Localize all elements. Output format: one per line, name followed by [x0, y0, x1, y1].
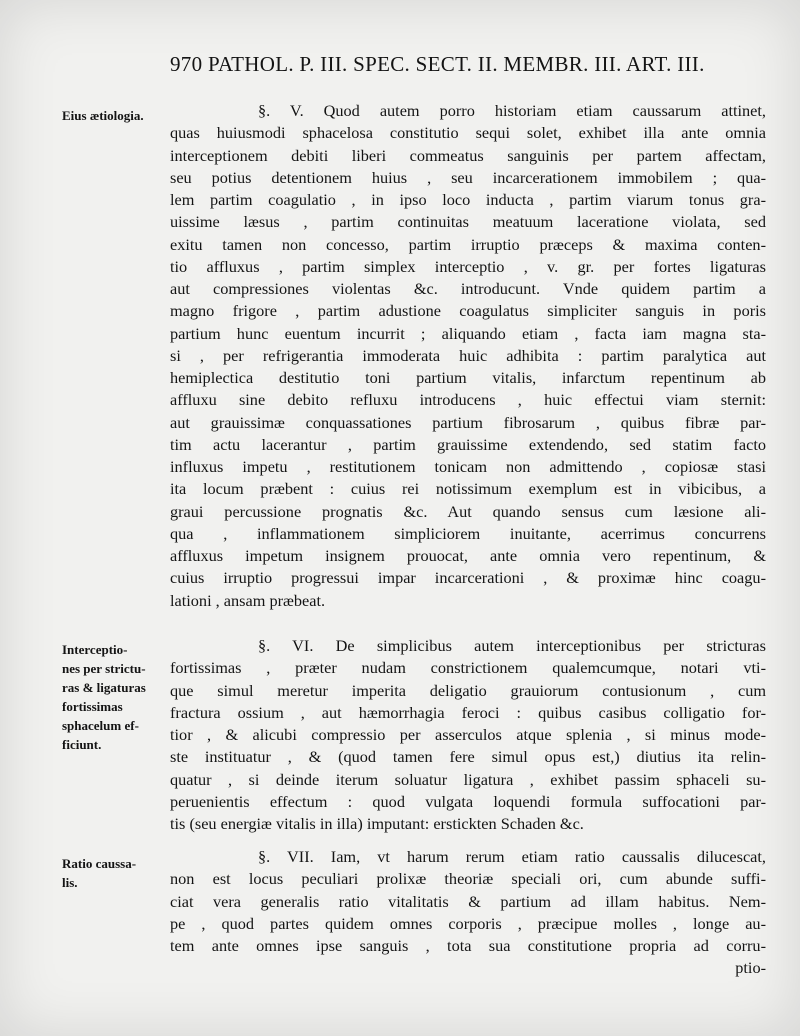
sidenote-line: ras & ligaturas — [62, 680, 146, 695]
text-line: lationi , ansam præbeat. — [170, 590, 326, 610]
sidenote-line: fortissimas — [62, 699, 123, 714]
sidenote-line: nes per strictu- — [62, 661, 146, 676]
text-line: aut grauissimæ conquassationes partium fibrosarum , quibus fibræ par- — [170, 412, 766, 432]
text-line: lem partim coagulatio , in ipso loco inducta , partim viarum tonus gra- — [170, 190, 766, 209]
text-line: exitu tamen non concesso, partim irruptio præceps & maxima conten- — [170, 234, 766, 254]
sidenote-line: lis. — [62, 875, 78, 890]
text-line: §. VI. De simplicibus autem interceptionibus per stricturas — [258, 636, 766, 655]
text-line: partium hunc euentum incurrit ; aliquando etiam , facta iam magna sta- — [170, 323, 766, 343]
sidenote-line: sphacelum ef- — [62, 718, 139, 733]
sidenote-causal-reason — [62, 854, 182, 892]
text-line: pe , quod partes quidem omnes corporis , præcipue molles , longe au- — [170, 913, 766, 933]
text-line: tim actu lacerantur , partim grauissime extendendo, sed statim facto — [170, 434, 766, 454]
text-line: fortissimas , præter nudam constrictionem qualemcumque, notari vti- — [170, 658, 766, 678]
section-vii — [170, 846, 766, 980]
text-line: tior , & alicubi compressio per asserculos atque splenia , si minus mode- — [170, 725, 766, 744]
sidenote-etiology — [62, 106, 182, 125]
text-line: peruenientis effectum : quod vulgata loquendi formula suffocationi par- — [170, 791, 766, 811]
sidenote-line: Eius ætiologia. — [62, 108, 144, 123]
text-line: ita locum præbent : cuius rei notissimum exemplum est in vibicibus, a — [170, 479, 766, 499]
text-line: affluxus impetum insignem prouocat, ante omnia vero repentinum, & — [170, 546, 766, 565]
catchword: ptio- — [735, 958, 766, 978]
text-line: si , per refrigerantia immoderata huic adhibita : partim paralytica aut — [170, 345, 766, 365]
text-line: hemiplectica destitutio toni partium vitalis, infarctum repentinum ab — [170, 368, 766, 387]
section-v — [170, 100, 766, 612]
text-line: affluxu sine debito refluxu introducens , huic effectui viam sternit: — [170, 390, 766, 410]
text-line: §. VII. Iam, vt harum rerum etiam ratio caussalis dilucescat, — [258, 847, 766, 866]
text-line: uissime læsus , partim continuitas meatuum laceratione violata, sed — [170, 212, 766, 232]
text-line: influxus impetu , restitutionem tonicam non admittendo , copiosæ stasi — [170, 457, 766, 476]
text-line: fractura ossium , aut hæmorrhagia feroci : quibus casibus colligatio for- — [170, 702, 766, 722]
text-line: seu potius detentionem huius , seu incarcerationem immobilem ; qua- — [170, 167, 766, 187]
text-line: interceptionem debiti liberi commeatus sanguinis per partem affectam, — [170, 145, 766, 165]
text-line: qua , inflammationem simpliciorem inuitante, acerrimus concurrens — [170, 523, 766, 543]
sidenote-line: Ratio caussa- — [62, 856, 137, 871]
text-line: cuius irruptio progressui impar incarcerationi , & proximæ hinc coagu- — [170, 568, 766, 588]
text-line: tis (seu energiæ vitalis in illa) imputant: erstickten Schaden &c. — [170, 814, 584, 833]
text-line: quatur , si deinde iterum soluatur ligatura , exhibet passim sphaceli su- — [170, 769, 766, 789]
text-line: magno frigore , partim adustione coagulatus simpliciter sanguis in poris — [170, 301, 766, 321]
text-line: graui percussione prognatis &c. Aut quando sensus cum læsione ali- — [170, 501, 766, 521]
text-line: ste instituatur , & (quod tamen fere simul opus est,) diutius ita relin- — [170, 747, 766, 767]
text-line: que simul meretur imperita deligatio grauiorum contusionum , cum — [170, 680, 766, 700]
text-line: §. V. Quod autem porro historiam etiam caussarum attinet, — [258, 101, 766, 120]
sidenote-line: Interceptio- — [62, 642, 128, 657]
text-line: aut compressiones violentas &c. introducunt. Vnde quidem partim a — [170, 279, 766, 298]
sidenote-interceptions — [62, 640, 182, 754]
text-line: ciat vera generalis ratio vitalitatis & partium ad illam habitus. Nem- — [170, 891, 766, 911]
text-line: non est locus peculiari prolixæ theoriæ speciali ori, cum abunde suffi- — [170, 869, 766, 889]
running-head: 970 PATHOL. P. III. SPEC. SECT. II. MEMBR. III. ART. III. — [170, 52, 705, 76]
text-line: quas huiusmodi sphacelosa constitutio sequi solet, exhibet illa ante omnia — [170, 123, 766, 143]
sidenote-line: ficiunt. — [62, 737, 102, 752]
text-line: tio affluxus , partim simplex interceptio , v. gr. per fortes ligaturas — [170, 256, 766, 276]
section-vi — [170, 635, 766, 835]
text-line: tem ante omnes ipse sanguis , tota sua constitutione propria ad corru- — [170, 936, 766, 955]
